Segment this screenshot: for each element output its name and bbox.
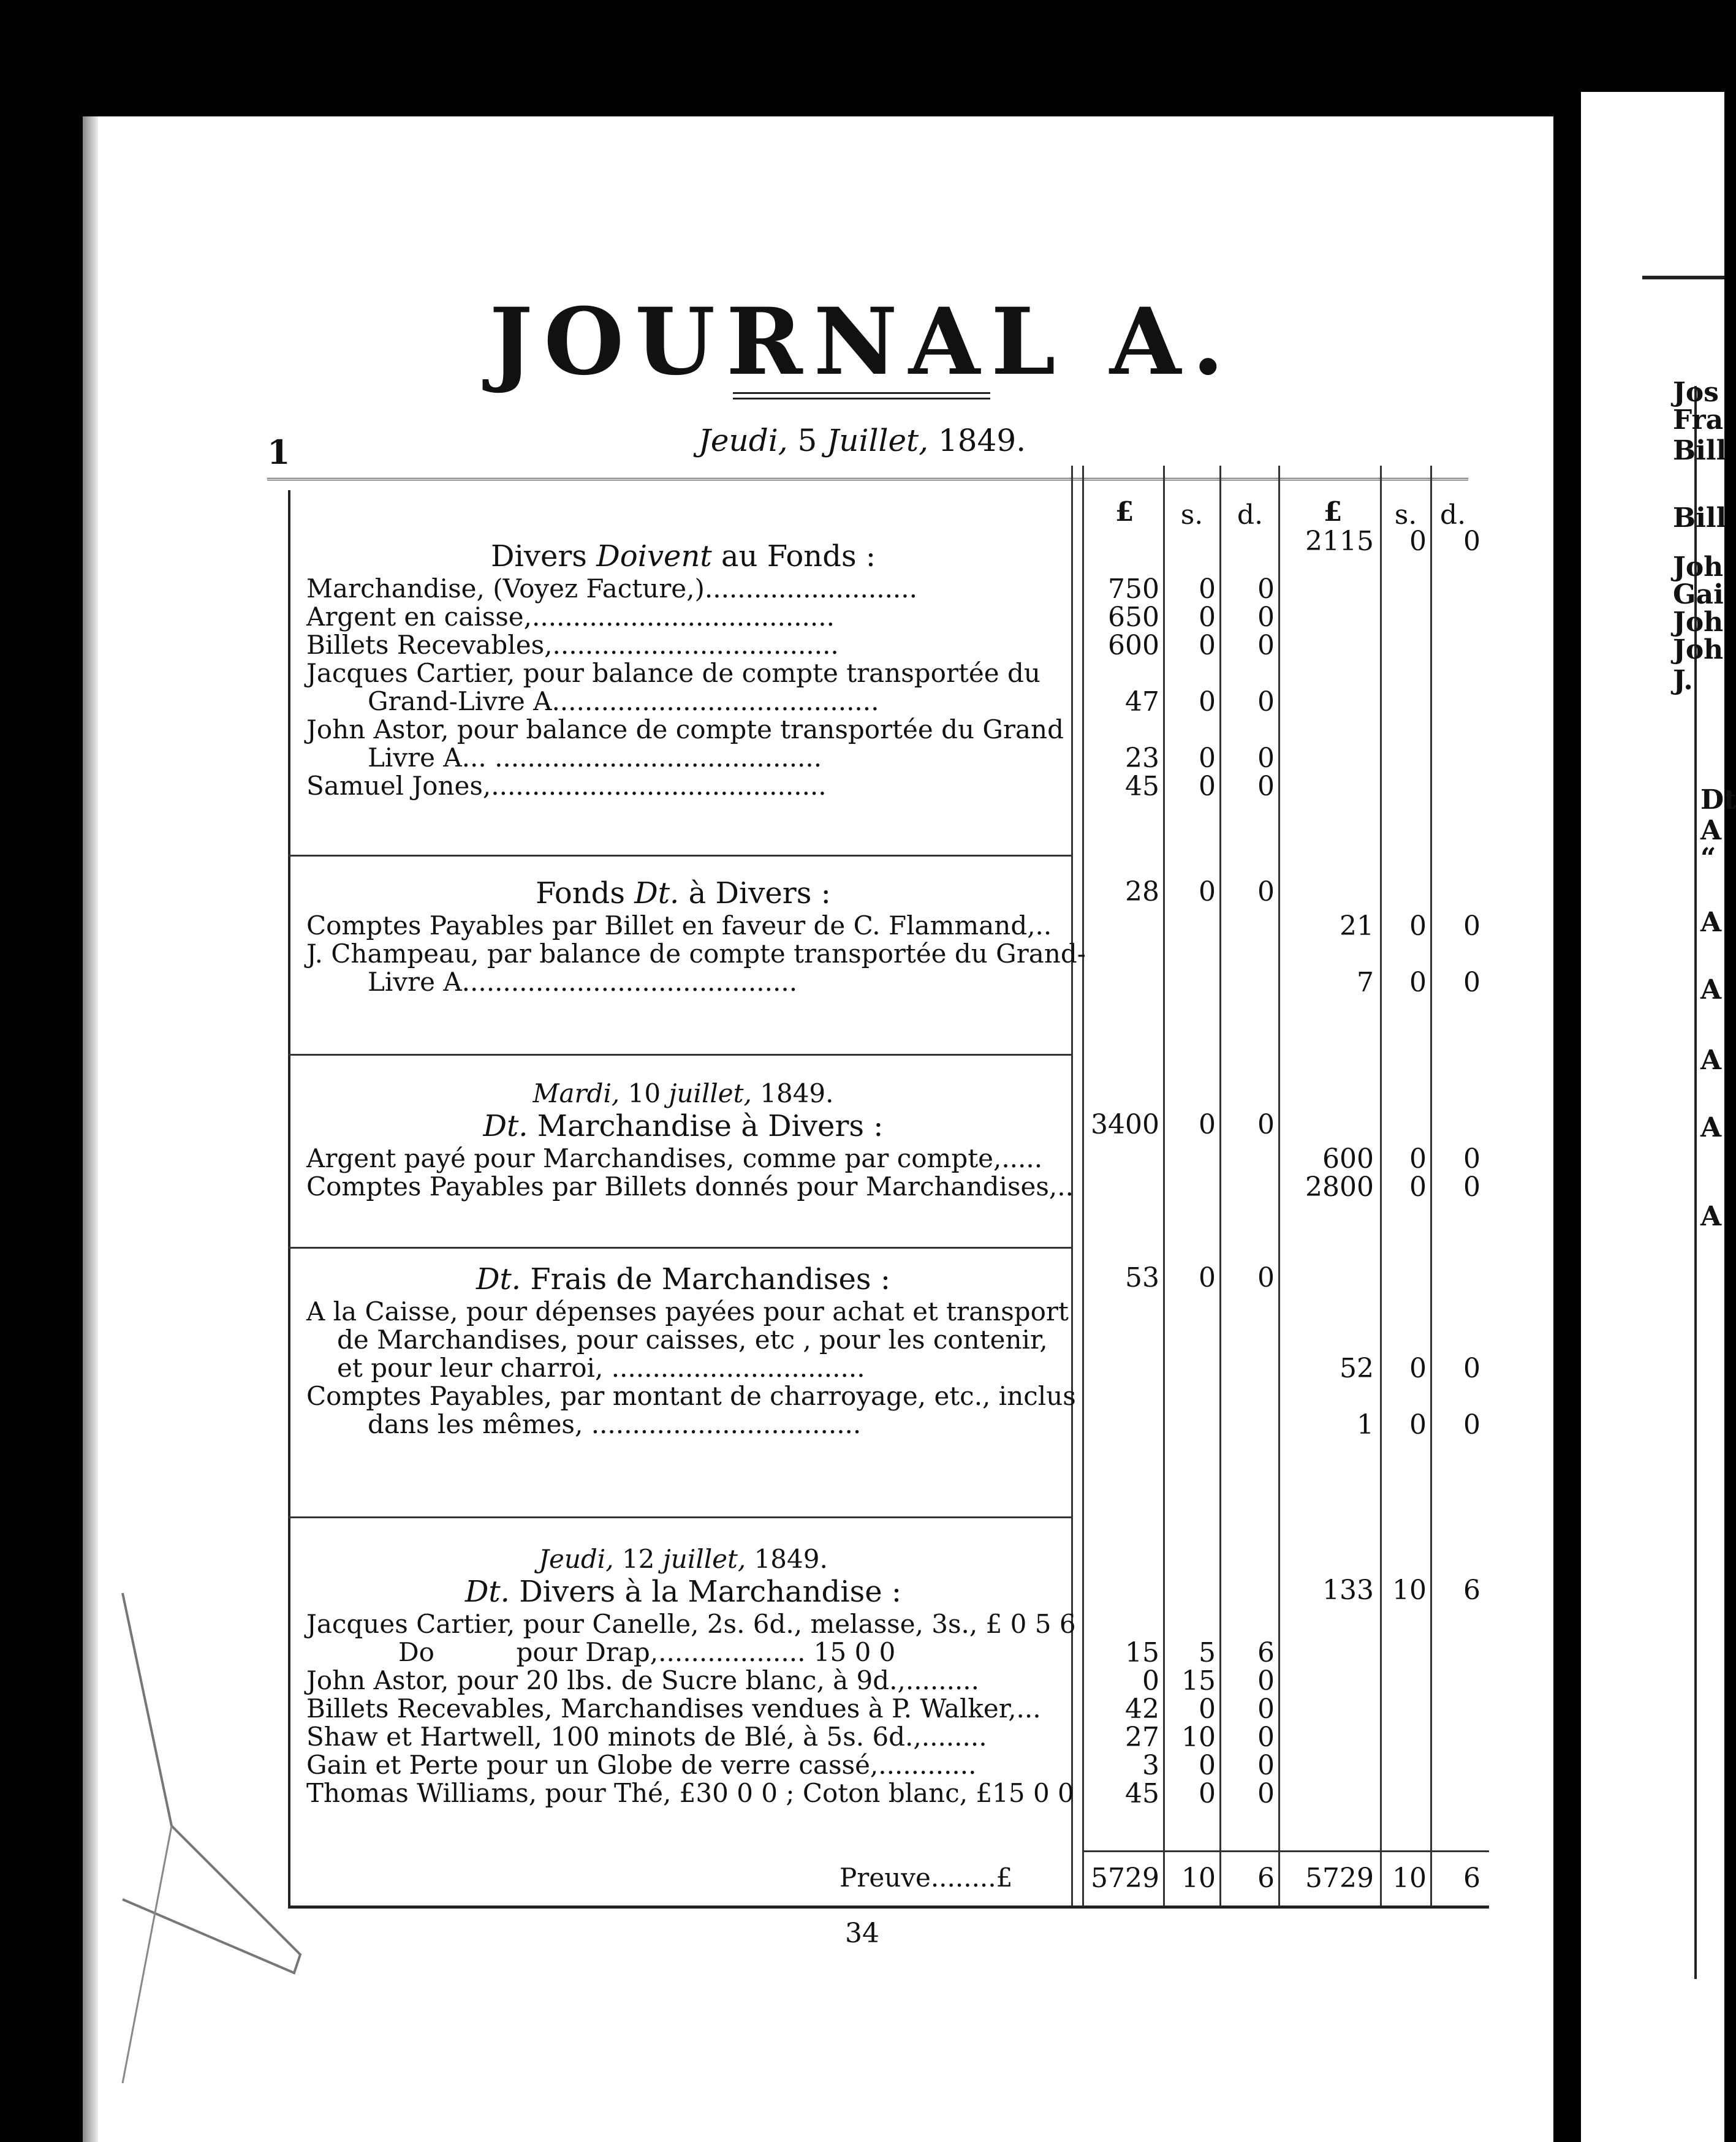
line-credit-shillings: 0 bbox=[1409, 1143, 1427, 1175]
folio-number: 34 bbox=[845, 1918, 879, 1949]
journal-line: Argent en caisse,..................................... bbox=[306, 602, 835, 632]
entry-debit-shillings: 0 bbox=[1199, 1262, 1216, 1293]
proof-rule bbox=[1082, 1850, 1489, 1852]
facing-page-fragment: Gai bbox=[1673, 579, 1724, 610]
line-debit-pounds: 600 bbox=[1108, 630, 1159, 661]
entry-total-pence: 0 bbox=[1463, 526, 1480, 557]
entry-date-part: 1849. bbox=[751, 1078, 834, 1108]
pence-header: d. bbox=[1237, 499, 1264, 531]
line-debit-pounds: 750 bbox=[1108, 573, 1159, 605]
entry-credit-total-shillings: 10 bbox=[1392, 1575, 1427, 1606]
line-debit-pence: 0 bbox=[1257, 686, 1275, 717]
journal-line: Jacques Cartier, pour balance de compte transportée du bbox=[306, 658, 1040, 688]
entry-heading-part: Frais de Marchandises : bbox=[521, 1262, 890, 1296]
line-credit-pence: 0 bbox=[1463, 1353, 1480, 1384]
date-header bbox=[0, 423, 1724, 458]
entry-debit-shillings: 0 bbox=[1199, 1109, 1216, 1140]
journal-line: Marchandise, (Voyez Facture,).......................... bbox=[306, 573, 917, 604]
journal-line: John Astor, pour 20 lbs. de Sucre blanc, à 9d.,......... bbox=[306, 1665, 980, 1695]
entry-date bbox=[306, 1078, 1060, 1108]
entry-date-part: juillet, bbox=[669, 1078, 752, 1108]
pence-header-2: d. bbox=[1439, 499, 1466, 531]
entry-date-part: 10 bbox=[620, 1078, 669, 1108]
facing-page-fragment: A bbox=[1700, 815, 1722, 846]
entry-heading bbox=[306, 1109, 1060, 1143]
line-credit-pounds: 7 bbox=[1357, 967, 1374, 998]
line-credit-shillings: 0 bbox=[1409, 1171, 1427, 1203]
proof-shillings-debit: 10 bbox=[1181, 1863, 1216, 1894]
facing-page-rule bbox=[1642, 276, 1724, 279]
proof-shillings-credit: 10 bbox=[1392, 1863, 1427, 1894]
facing-page-fragment: A bbox=[1700, 907, 1722, 938]
entry-heading-part: Marchandise à Divers : bbox=[528, 1109, 884, 1143]
line-debit-pounds: 3 bbox=[1142, 1750, 1159, 1781]
entry-heading bbox=[306, 1575, 1060, 1609]
line-credit-pounds: 1 bbox=[1357, 1409, 1374, 1440]
page-edge-shadow bbox=[83, 116, 98, 2142]
entry-heading-part: à Divers : bbox=[679, 876, 831, 910]
line-credit-pence: 0 bbox=[1463, 1409, 1480, 1440]
line-credit-pence: 0 bbox=[1463, 1143, 1480, 1175]
line-debit-pounds: 45 bbox=[1125, 771, 1159, 802]
entry-date-part: Mardi, bbox=[533, 1078, 620, 1108]
entry-heading-part: Dt. bbox=[476, 1262, 521, 1296]
line-debit-shillings: 0 bbox=[1199, 1750, 1216, 1781]
facing-page-fragment: “ bbox=[1700, 842, 1716, 874]
line-debit-pounds: 42 bbox=[1125, 1694, 1159, 1725]
line-debit-pence: 0 bbox=[1257, 771, 1275, 802]
entry-debit-pounds: 53 bbox=[1125, 1262, 1159, 1293]
entry-debit-pence: 0 bbox=[1257, 1109, 1275, 1140]
proof-pounds-debit: 5729 bbox=[1091, 1863, 1159, 1894]
line-debit-shillings: 0 bbox=[1199, 602, 1216, 633]
line-credit-pence: 0 bbox=[1463, 1171, 1480, 1203]
date-month: Juillet, bbox=[827, 423, 929, 458]
entry-date-part: juillet, bbox=[662, 1544, 746, 1574]
line-debit-shillings: 10 bbox=[1181, 1722, 1216, 1753]
entry-debit-pounds: 28 bbox=[1125, 876, 1159, 907]
entry-total-shillings: 0 bbox=[1409, 526, 1427, 557]
shilling-header-2: s. bbox=[1394, 499, 1417, 531]
facing-page-fragment: Joh bbox=[1673, 634, 1724, 665]
facing-page-fragment: Jos bbox=[1673, 377, 1719, 408]
line-debit-shillings: 0 bbox=[1199, 573, 1216, 605]
line-debit-pounds: 45 bbox=[1125, 1778, 1159, 1809]
entry-separator bbox=[288, 1247, 1071, 1249]
journal-line: Livre A......................................... bbox=[368, 967, 798, 997]
entry-heading bbox=[306, 1262, 1060, 1296]
entry-heading-part: Dt. bbox=[464, 1575, 510, 1609]
line-debit-pounds: 47 bbox=[1125, 686, 1159, 717]
line-credit-pounds: 2800 bbox=[1305, 1171, 1374, 1203]
journal-line: Do pour Drap,.................. 15 0 0 bbox=[398, 1637, 896, 1667]
line-debit-pence: 0 bbox=[1257, 573, 1275, 605]
pound-header-2: £ bbox=[1323, 496, 1343, 528]
line-debit-pence: 0 bbox=[1257, 1750, 1275, 1781]
journal-line: Argent payé pour Marchandises, comme par compte,..... bbox=[306, 1143, 1043, 1173]
journal-line: Jacques Cartier, pour Canelle, 2s. 6d., melasse, 3s., £ 0 5 6 bbox=[306, 1609, 1076, 1639]
entry-date-part: 1849. bbox=[746, 1544, 828, 1574]
entry-credit-total-pounds: 133 bbox=[1322, 1575, 1374, 1606]
facing-page-fragment: Fra bbox=[1673, 404, 1724, 436]
entry-heading-part: Divers à la Marchandise : bbox=[509, 1575, 902, 1609]
line-credit-pence: 0 bbox=[1463, 910, 1480, 942]
date-day: Jeudi, bbox=[698, 423, 788, 458]
line-debit-pence: 6 bbox=[1257, 1637, 1275, 1668]
pound-header: £ bbox=[1115, 496, 1134, 528]
entry-separator bbox=[288, 1054, 1071, 1056]
entry-heading-part: Doivent bbox=[596, 539, 712, 573]
date-year: 1849. bbox=[938, 423, 1026, 458]
journal-line: de Marchandises, pour caisses, etc , pour les contenir, bbox=[337, 1325, 1048, 1355]
title-underline bbox=[733, 392, 990, 399]
line-debit-pounds: 650 bbox=[1108, 602, 1159, 633]
entry-date bbox=[306, 1544, 1060, 1574]
proof-pence-credit: 6 bbox=[1463, 1863, 1480, 1894]
line-debit-shillings: 0 bbox=[1199, 743, 1216, 774]
journal-line: Comptes Payables par Billet en faveur de C. Flammand,.. bbox=[306, 910, 1052, 940]
journal-line: dans les mêmes, ................................. bbox=[368, 1409, 862, 1439]
entry-debit-pounds: 3400 bbox=[1091, 1109, 1159, 1140]
facing-page-fragment: Joh bbox=[1673, 607, 1724, 638]
facing-page-fragment: Bill bbox=[1673, 502, 1727, 534]
facing-page-fragment: Dt bbox=[1700, 784, 1736, 816]
entry-debit-shillings: 0 bbox=[1199, 876, 1216, 907]
entry-separator bbox=[288, 855, 1071, 857]
proof-pounds-credit: 5729 bbox=[1305, 1863, 1374, 1894]
line-debit-shillings: 5 bbox=[1199, 1637, 1216, 1668]
facing-page-fragment: J. bbox=[1673, 665, 1693, 696]
entry-heading-part: Divers bbox=[491, 539, 597, 573]
line-debit-pence: 0 bbox=[1257, 1694, 1275, 1725]
facing-page-fragment: A bbox=[1700, 1112, 1722, 1143]
line-debit-pounds: 23 bbox=[1125, 743, 1159, 774]
entry-debit-pence: 0 bbox=[1257, 876, 1275, 907]
line-credit-shillings: 0 bbox=[1409, 967, 1427, 998]
line-debit-shillings: 0 bbox=[1199, 771, 1216, 802]
table-top-rule bbox=[267, 478, 1468, 484]
line-debit-pence: 0 bbox=[1257, 743, 1275, 774]
facing-page-fragment: A bbox=[1700, 974, 1722, 1005]
journal-line: Thomas Williams, pour Thé, £30 0 0 ; Coton blanc, £15 0 0 bbox=[306, 1778, 1074, 1808]
journal-line: Grand-Livre A........................................ bbox=[368, 686, 879, 716]
line-debit-pence: 0 bbox=[1257, 602, 1275, 633]
facing-page-fragment: Joh bbox=[1673, 551, 1724, 583]
journal-line: Gain et Perte pour un Globe de verre cassé,............ bbox=[306, 1750, 977, 1780]
proof-label: Preuve........£ bbox=[840, 1863, 1013, 1893]
line-debit-shillings: 0 bbox=[1199, 630, 1216, 661]
line-debit-pounds: 27 bbox=[1125, 1722, 1159, 1753]
line-debit-pence: 0 bbox=[1257, 1722, 1275, 1753]
shilling-header: s. bbox=[1180, 499, 1203, 531]
line-debit-pounds: 15 bbox=[1125, 1637, 1159, 1668]
journal-line: Shaw et Hartwell, 100 minots de Blé, à 5s. 6d.,........ bbox=[306, 1722, 987, 1752]
line-debit-pence: 0 bbox=[1257, 1778, 1275, 1809]
line-credit-pounds: 52 bbox=[1340, 1353, 1374, 1384]
entry-date-part: Jeudi, bbox=[539, 1544, 614, 1574]
journal-line: Livre A... ........................................ bbox=[368, 743, 822, 773]
facing-page-fragment: Bill bbox=[1673, 435, 1727, 466]
journal-line: A la Caisse, pour dépenses payées pour achat et transport bbox=[306, 1296, 1069, 1326]
line-debit-shillings: 0 bbox=[1199, 1694, 1216, 1725]
line-debit-pounds: 0 bbox=[1142, 1665, 1159, 1697]
page-marker: 1 bbox=[267, 433, 290, 472]
facing-page-fragment: A bbox=[1700, 1201, 1722, 1232]
table-bottom-rule bbox=[288, 1905, 1489, 1909]
line-debit-shillings: 0 bbox=[1199, 686, 1216, 717]
journal-line: et pour leur charroi, ............................... bbox=[337, 1353, 865, 1383]
line-debit-pence: 0 bbox=[1257, 1665, 1275, 1697]
entry-heading bbox=[306, 539, 1060, 573]
journal-line: John Astor, pour balance de compte transportée du Grand bbox=[306, 714, 1064, 744]
line-credit-pence: 0 bbox=[1463, 967, 1480, 998]
line-credit-shillings: 0 bbox=[1409, 1353, 1427, 1384]
line-credit-shillings: 0 bbox=[1409, 1409, 1427, 1440]
facing-page bbox=[1581, 92, 1736, 2142]
line-debit-shillings: 15 bbox=[1181, 1665, 1216, 1697]
facing-page-fragment: A bbox=[1700, 1045, 1722, 1076]
entry-heading-part: Dt. bbox=[483, 1109, 528, 1143]
entry-heading bbox=[306, 876, 1060, 910]
line-credit-pounds: 21 bbox=[1340, 910, 1374, 942]
journal-line: Comptes Payables, par montant de charroyage, etc., inclus bbox=[306, 1381, 1076, 1411]
entry-debit-pence: 0 bbox=[1257, 1262, 1275, 1293]
entry-date-part: 12 bbox=[613, 1544, 663, 1574]
journal-title: JOURNAL A. bbox=[489, 288, 1235, 396]
line-credit-shillings: 0 bbox=[1409, 910, 1427, 942]
line-debit-shillings: 0 bbox=[1199, 1778, 1216, 1809]
line-credit-pounds: 600 bbox=[1322, 1143, 1374, 1175]
proof-pence-debit: 6 bbox=[1257, 1863, 1275, 1894]
entry-separator bbox=[288, 1516, 1071, 1518]
journal-line: Billets Recevables, Marchandises vendues à P. Walker,... bbox=[306, 1694, 1041, 1724]
entry-heading-part: Fonds bbox=[536, 876, 635, 910]
entry-credit-total-pence: 6 bbox=[1463, 1575, 1480, 1606]
journal-line: Samuel Jones,......................................... bbox=[306, 771, 827, 801]
journal-line: J. Champeau, par balance de compte transportée du Grand- bbox=[306, 939, 1086, 969]
journal-line: Billets Recevables,................................... bbox=[306, 630, 839, 660]
line-debit-pence: 0 bbox=[1257, 630, 1275, 661]
entry-heading-part: Dt. bbox=[634, 876, 680, 910]
entry-heading-part: au Fonds : bbox=[711, 539, 876, 573]
journal-line: Comptes Payables par Billets donnés pour Marchandises,.. bbox=[306, 1171, 1074, 1202]
entry-total-pounds: 2115 bbox=[1305, 526, 1374, 557]
date-num: 5 bbox=[797, 423, 817, 458]
